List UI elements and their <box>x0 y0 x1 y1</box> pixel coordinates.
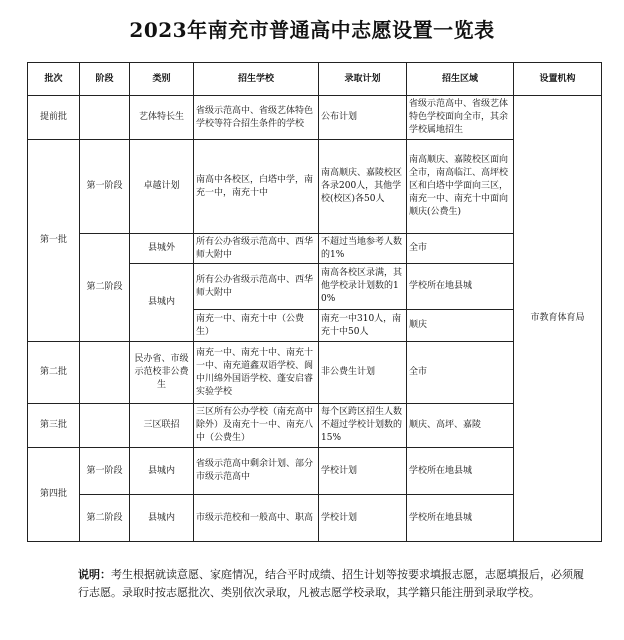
header-category: 类别 <box>130 63 194 96</box>
stage-cell <box>80 96 130 140</box>
plan-cell: 学校计划 <box>319 495 407 542</box>
schools-cell: 所有公办省级示范高中、西华师大附中 <box>194 234 319 264</box>
category-cell: 艺体特长生 <box>130 96 194 140</box>
batch-cell: 第一批 <box>28 140 80 342</box>
schools-cell: 南充一中、南充十中（公费生） <box>194 310 319 342</box>
schools-cell: 南充一中、南充十中、南充十一中、南充道鑫双语学校、阆中川绵外国语学校、蓬安启睿实验学校 <box>194 342 319 404</box>
schools-cell: 省级示范高中、省级艺体特色学校等符合招生条件的学校 <box>194 96 319 140</box>
plan-cell: 非公费生计划 <box>319 342 407 404</box>
region-cell: 顺庆、高坪、嘉陵 <box>407 404 514 448</box>
header-stage: 阶段 <box>80 63 130 96</box>
region-cell: 学校所在地县城 <box>407 448 514 495</box>
page-title: 2023年南充市普通高中志愿设置一览表 <box>129 18 495 42</box>
stage-cell <box>80 404 130 448</box>
plan-cell: 每个区跨区招生人数不超过学校计划数的15% <box>319 404 407 448</box>
header-batch: 批次 <box>28 63 80 96</box>
category-cell: 县城内 <box>130 495 194 542</box>
stage-cell: 第一阶段 <box>80 140 130 234</box>
region-cell: 顺庆 <box>407 310 514 342</box>
region-cell: 省级示范高中、省级艺体特色学校面向全市，其余学校属地招生 <box>407 96 514 140</box>
schools-cell: 三区所有公办学校（南充高中除外）及南充十一中、南充八中（公费生） <box>194 404 319 448</box>
note-text: 考生根据就读意愿、家庭情况，结合平时成绩、招生计划等按要求填报志愿，志愿填报后，必须履行志愿。录取时按志愿批次、类别依次录取，凡被志愿学校录取，其学籍只能注册到录取学校。 <box>78 568 584 599</box>
category-cell: 卓越计划 <box>130 140 194 234</box>
note-label: 说明： <box>78 568 111 581</box>
stage-cell <box>80 342 130 404</box>
header-plan: 录取计划 <box>319 63 407 96</box>
plan-cell: 不超过当地参考人数的1% <box>319 234 407 264</box>
stage-cell: 第二阶段 <box>80 234 130 342</box>
batch-cell: 第三批 <box>28 404 80 448</box>
batch-cell: 第四批 <box>28 448 80 542</box>
category-cell: 县城内 <box>130 264 194 342</box>
plan-cell: 南高顺庆、嘉陵校区各录200人，其他学校(校区)各50人 <box>319 140 407 234</box>
explanation-note <box>78 566 588 602</box>
category-cell: 县城外 <box>130 234 194 264</box>
region-cell: 学校所在地县城 <box>407 495 514 542</box>
region-cell: 全市 <box>407 234 514 264</box>
schools-cell: 所有公办省级示范高中、西华师大附中 <box>194 264 319 310</box>
header-institution: 设置机构 <box>514 63 602 96</box>
table-row <box>28 96 602 140</box>
plan-cell: 公布计划 <box>319 96 407 140</box>
stage-cell: 第一阶段 <box>80 448 130 495</box>
batch-cell: 第二批 <box>28 342 80 404</box>
schools-cell: 南高中各校区，白塔中学，南充一中，南充十中 <box>194 140 319 234</box>
category-cell: 县城内 <box>130 448 194 495</box>
region-cell: 全市 <box>407 342 514 404</box>
region-cell: 南高顺庆、嘉陵校区面向全市，南高临江、高坪校区和白塔中学面向三区，南充一中、南充十中面向顺庆(公费生) <box>407 140 514 234</box>
plan-cell: 南充一中310人，南充十中50人 <box>319 310 407 342</box>
institution-city-cell: 市教育体育局 <box>514 96 602 542</box>
header-schools: 招生学校 <box>194 63 319 96</box>
batch-cell: 提前批 <box>28 96 80 140</box>
category-cell: 民办省、市级示范校非公费生 <box>130 342 194 404</box>
plan-cell: 学校计划 <box>319 448 407 495</box>
schools-cell: 省级示范高中剩余计划、部分市级示范高中 <box>194 448 319 495</box>
plan-cell: 南高各校区录满，其他学校录计划数的10% <box>319 264 407 310</box>
category-cell: 三区联招 <box>130 404 194 448</box>
header-row <box>28 63 602 96</box>
header-region: 招生区域 <box>407 63 514 96</box>
admission-table <box>27 62 602 542</box>
region-cell: 学校所在地县城 <box>407 264 514 310</box>
schools-cell: 市级示范校和一般高中、职高 <box>194 495 319 542</box>
stage-cell: 第二阶段 <box>80 495 130 542</box>
